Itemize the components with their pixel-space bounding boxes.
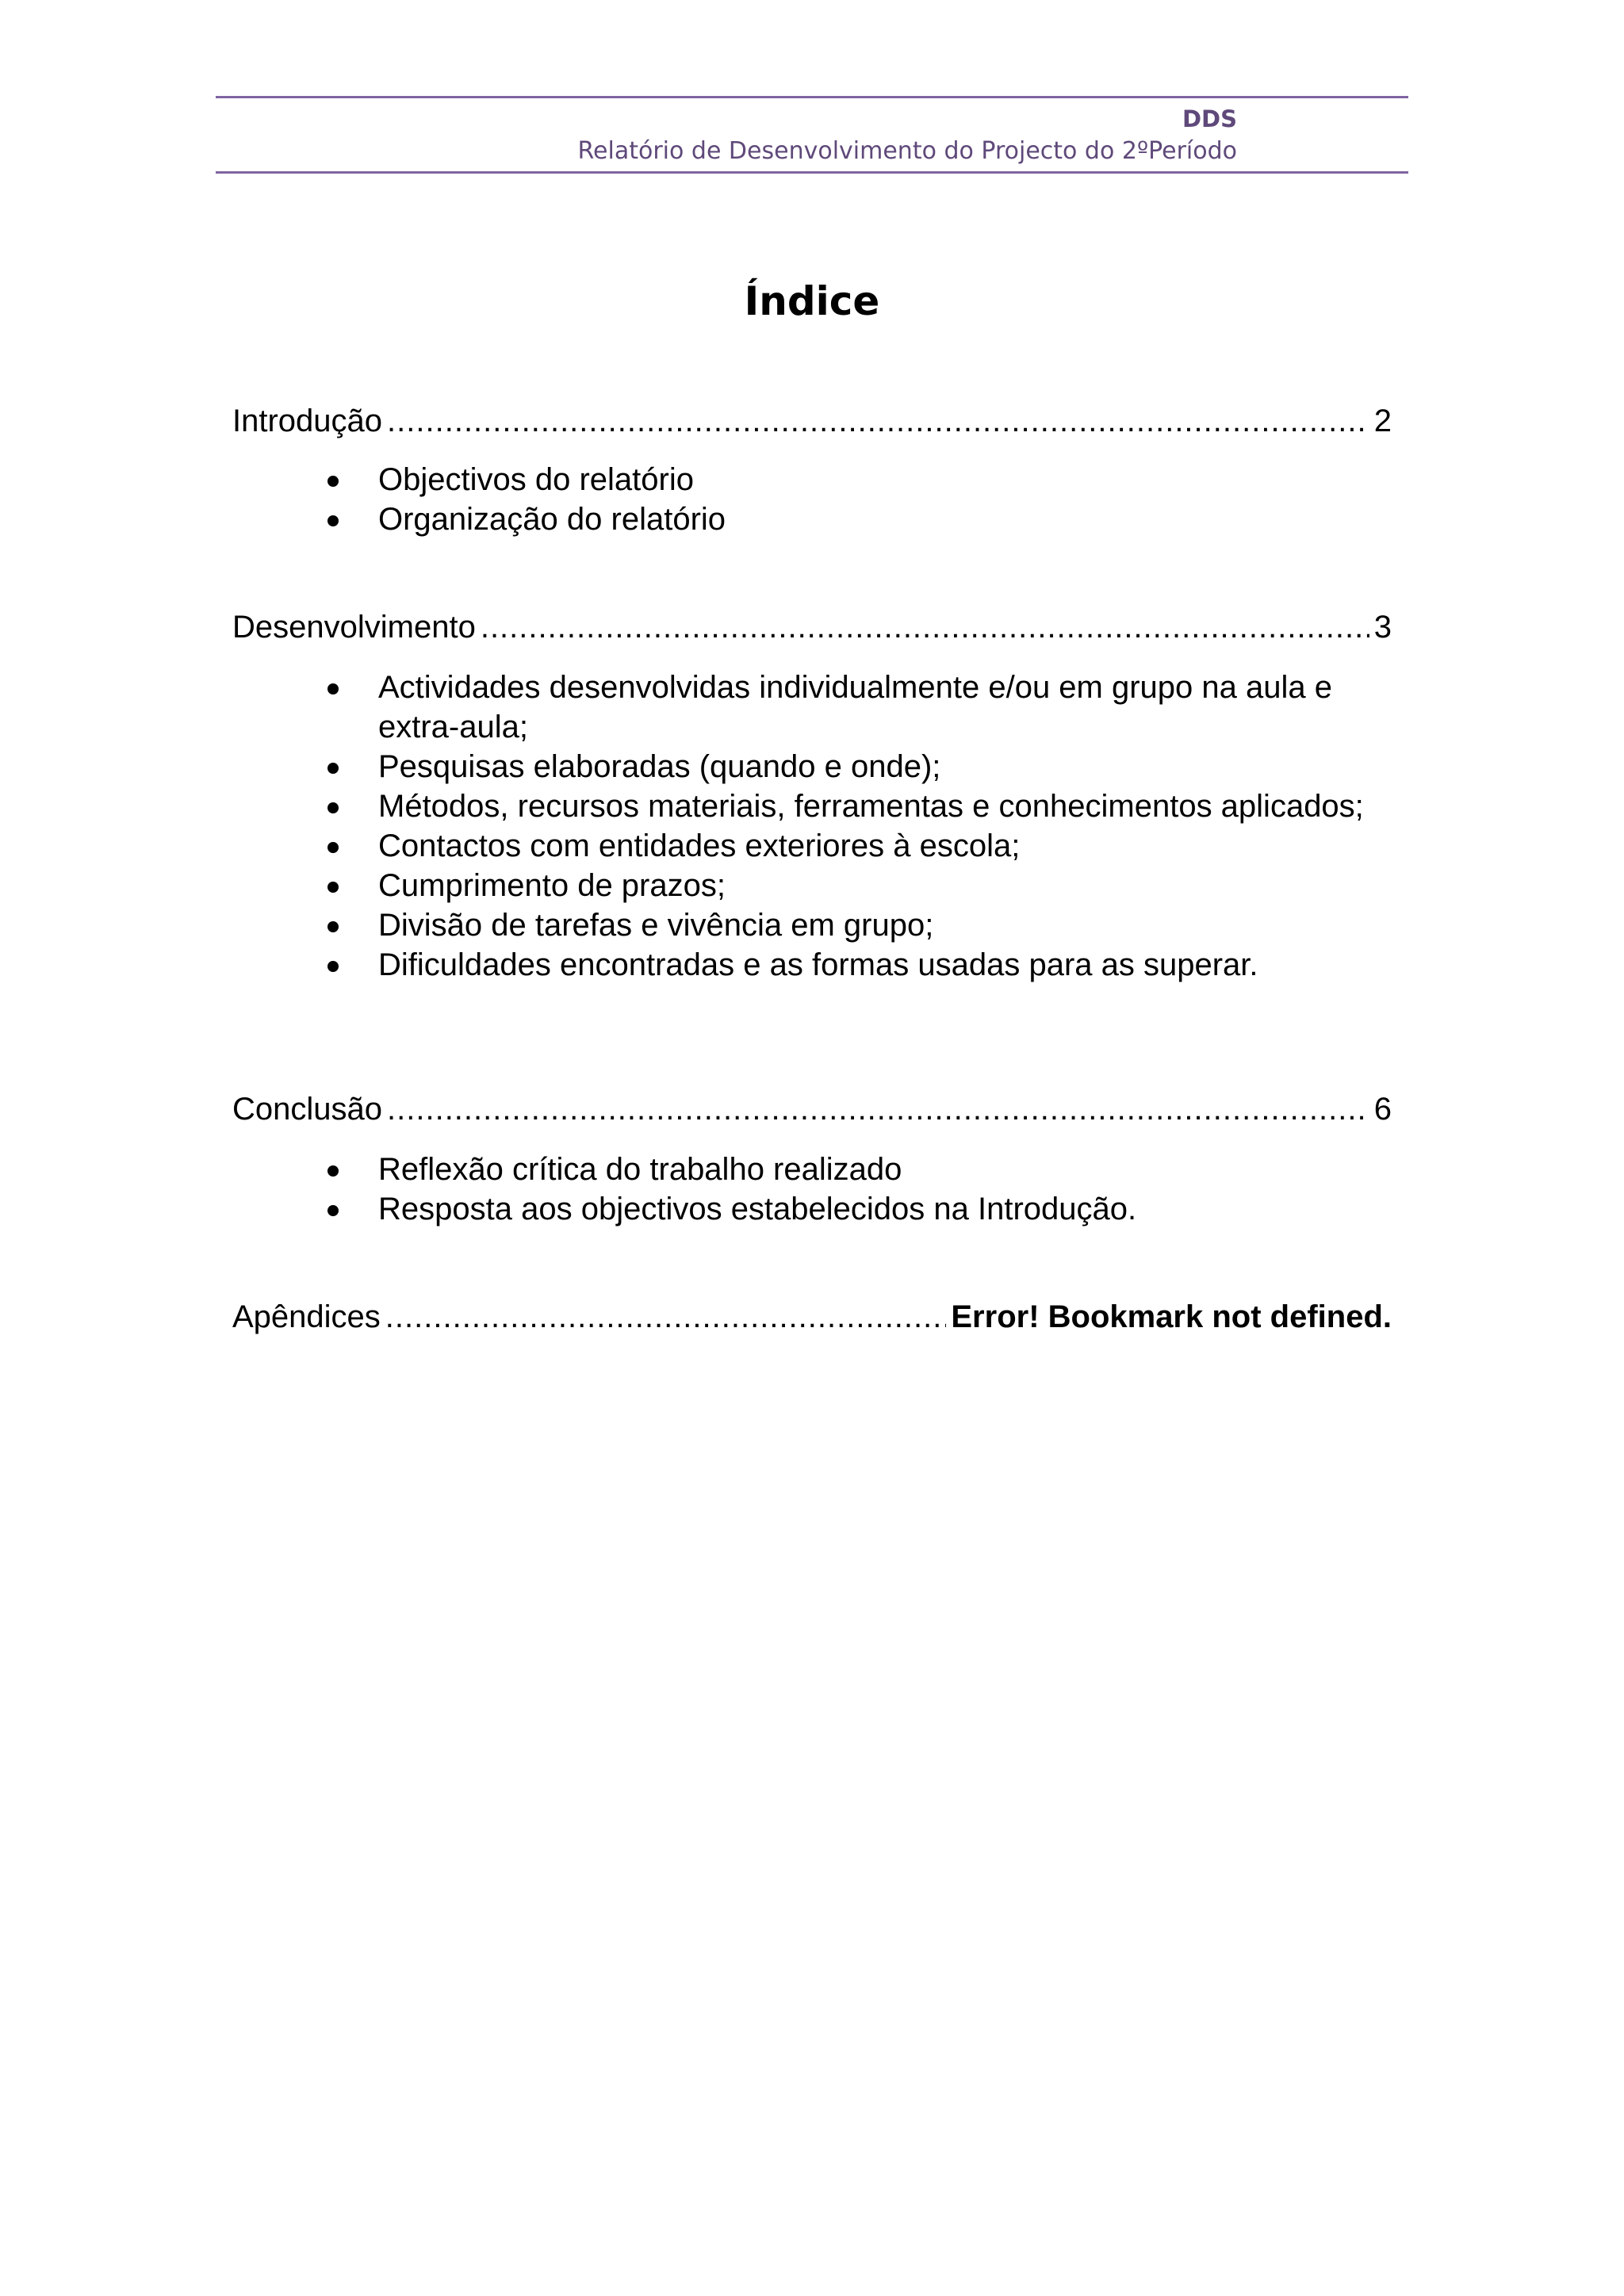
- toc-entry-label: Introdução: [232, 404, 383, 438]
- list-item: [327, 668, 1398, 747]
- list-item: [327, 905, 1398, 945]
- toc-entry-apendices[interactable]: [232, 1297, 1392, 1337]
- list-item-text: Actividades desenvolvidas individualmente e/ou em grupo na aula e extra-aula;: [378, 670, 1332, 744]
- list-item-text: Objectivos do relatório: [378, 462, 694, 497]
- list-item-text: Resposta aos objectivos estabelecidos na Introdução.: [378, 1192, 1137, 1226]
- dot-leader: [387, 401, 1369, 441]
- list-item: [327, 747, 1398, 786]
- toc-title: Índice: [744, 278, 880, 324]
- toc-entry-label: Conclusão: [232, 1092, 383, 1127]
- toc-entry-desenvolvimento[interactable]: [232, 607, 1392, 647]
- bullet-icon: [327, 842, 339, 853]
- bullet-icon: [327, 683, 339, 695]
- list-item: [327, 866, 1398, 905]
- dot-leader: [385, 1297, 947, 1337]
- header-title: Relatório de Desenvolvimento do Projecto do 2ºPeríodo: [577, 137, 1237, 165]
- list-item-text: Pesquisas elaboradas (quando e onde);: [378, 749, 941, 784]
- bullet-icon: [327, 515, 339, 526]
- dot-leader: [387, 1089, 1369, 1129]
- list-item-text: Divisão de tarefas e vivência em grupo;: [378, 908, 934, 943]
- toc-entry-page: 2: [1373, 404, 1392, 438]
- toc-entry-conclusao[interactable]: [232, 1089, 1392, 1129]
- list-item-text: Organização do relatório: [378, 502, 726, 537]
- list-item-text: Reflexão crítica do trabalho realizado: [378, 1152, 902, 1187]
- header-org: DDS: [1182, 105, 1237, 132]
- bullet-icon: [327, 882, 339, 893]
- list-item: [327, 1150, 1398, 1189]
- dot-leader: [481, 607, 1369, 647]
- list-item-text: Métodos, recursos materiais, ferramentas e conhecimentos aplicados;: [378, 789, 1364, 824]
- desenvolvimento-bullet-list: [327, 668, 1398, 985]
- bullet-icon: [327, 921, 339, 932]
- list-item: [327, 786, 1398, 826]
- header-bottom-rule: [216, 171, 1408, 174]
- list-item-text: Contactos com entidades exteriores à escola;: [378, 828, 1021, 863]
- list-item: [327, 945, 1398, 985]
- introducao-bullet-list: [327, 460, 1398, 539]
- bullet-icon: [327, 476, 339, 487]
- toc-entry-page-error: Error! Bookmark not defined.: [951, 1299, 1392, 1334]
- list-item-text: Cumprimento de prazos;: [378, 868, 726, 903]
- list-item-text: Dificuldades encontradas e as formas usadas para as superar.: [378, 947, 1258, 982]
- toc-entry-label: Apêndices: [232, 1299, 381, 1334]
- header-top-rule: [216, 96, 1408, 98]
- bullet-icon: [327, 1205, 339, 1216]
- page-header: [216, 96, 1408, 175]
- bullet-icon: [327, 1165, 339, 1177]
- bullet-icon: [327, 763, 339, 774]
- bullet-icon: [327, 961, 339, 972]
- toc-entry-label: Desenvolvimento: [232, 610, 476, 645]
- list-item: [327, 1189, 1398, 1229]
- list-item: [327, 826, 1398, 866]
- toc-entry-introducao[interactable]: [232, 401, 1392, 441]
- list-item: [327, 460, 1398, 499]
- conclusao-bullet-list: [327, 1150, 1398, 1229]
- list-item: [327, 499, 1398, 539]
- toc-entry-page: 6: [1373, 1092, 1392, 1127]
- toc-entry-page: 3: [1373, 610, 1392, 645]
- bullet-icon: [327, 802, 339, 813]
